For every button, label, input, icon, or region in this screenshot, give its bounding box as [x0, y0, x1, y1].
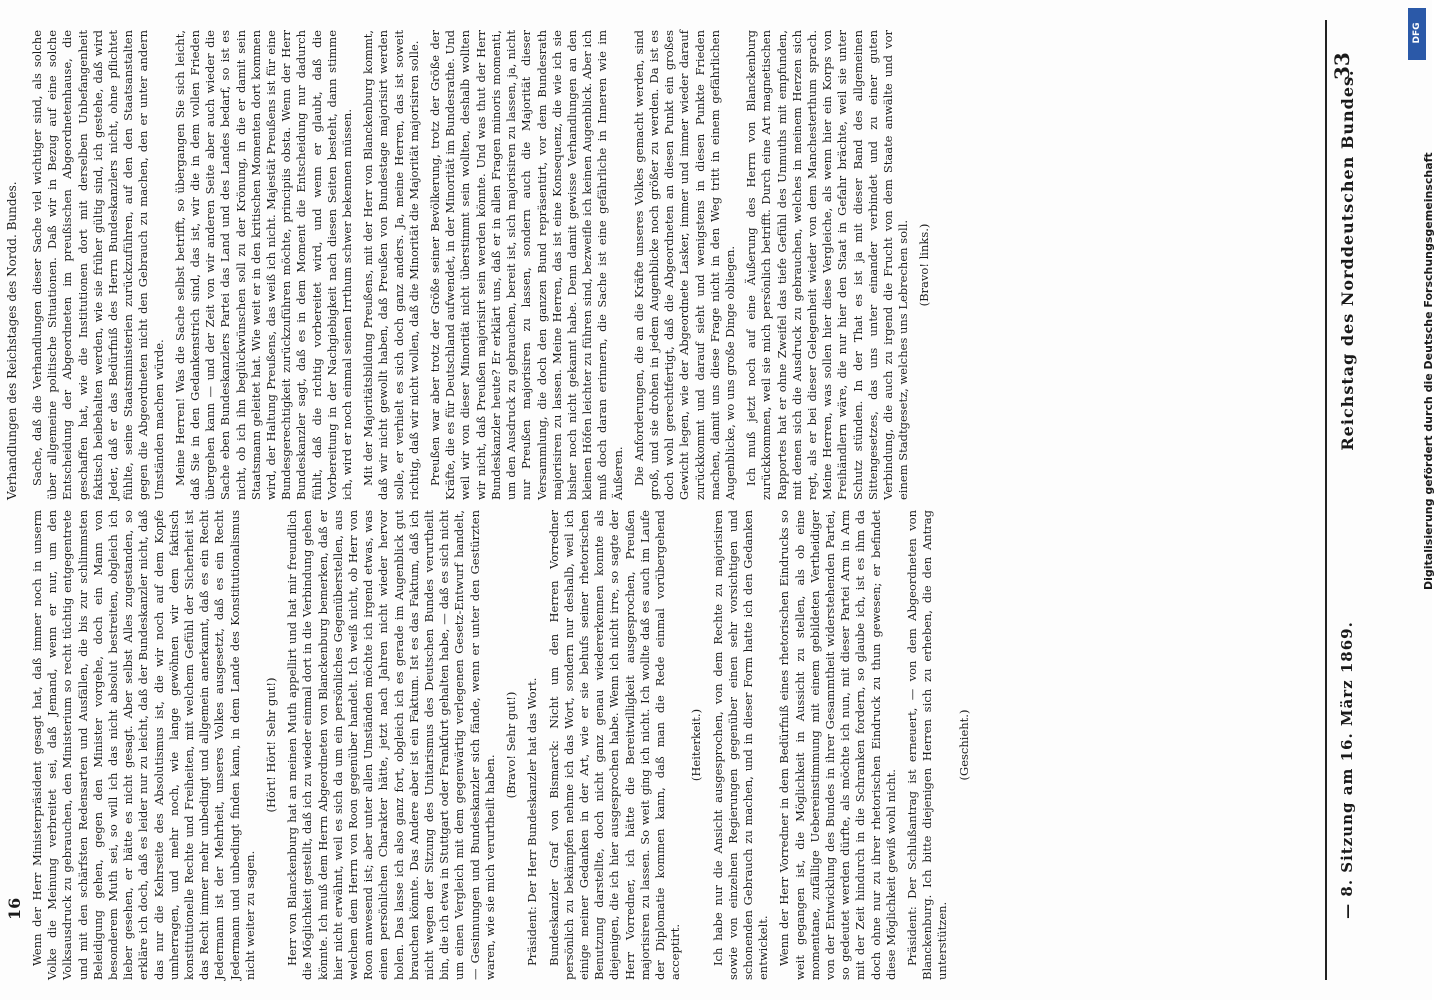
left-paragraph: Ich muß jetzt noch auf eine Äußerung des Herrn von Blanckenburg zurückkommen, weil sie mich persönlich betrifft. Durch eine Art magnetischen Rapportes hat er ohne Zweifel das tiefe Gefühl des Unmuths mit empfunden, mit denen sich die Ausdruck zu gebrauchen, welches in meinem Herzen sich regt, als er bei dieser Gelegenheit wieder von dem Manchesterthum sprach. Meine Herren, was sollen hier diese Vergleiche, als wenn hier ein Korps von Freihändlern wäre, die nur hier den Staat in Gefahr brächte, weil sie unter Schutz stünden. In der That es ist ja mit dieser Band des allgemeinen Sittengesetzes, das uns unter einander verbindet und zu einer guten Verbindung, die auch zu irgend die Frucht von dem Staate anwälte und vor einem Stadtgesetz, welches uns Lebrechen soll. [744, 30, 911, 500]
footer-source: Verhandlungen des Reichstages des Nordd. Bundes. [5, 181, 19, 500]
header-publication-title: Reichstag des Norddeutschen Bundes. [1338, 69, 1357, 451]
interjection: (Hört! Hört! Sehr gut!) [264, 677, 279, 813]
dfg-logo [1408, 8, 1426, 60]
interjection: (Geschieht.) [956, 709, 971, 781]
digitization-note [1398, 0, 1435, 1000]
right-paragraph: Wenn der Herr Vorredner in dem Bedürfniß eines rhetorischen Eindrucks so weit gegangen ist, die Möglichkeit in Aussicht zu stellen, als ob eine momentane, zufällige Uebereinstimmung mit einem gebildeten Vertheidiger von der Entwicklung des Bundes in ihrer Gesammtheit widerstehenden Partei, so gedeutet werden dürfte, als möchte ich nun, mit dieser Partei Arm in Arm mit der Zeit hindurch in die Schranken fordern, so glaube ich, ist es ihm da doch ohne nur zu ihrer rhetorischen Eindruck zu thun gewesen; er befindet diese Möglichkeit gewiß wohl nicht. [777, 510, 898, 980]
right-paragraph: Bundeskanzler Graf von Bismarck: Nicht um den Herren Vorredner persönlich zu bekämpfen nehme ich das Wort, sondern nur deshalb, weil ich einige meiner Gedanken in der Art, wie er sie behufs seiner rhetorischen Benutzung darstellte, doch nicht ganz genau wiedererkennen konnte als diejenigen, die ich hier ausgesprochen habe. Wenn ich nicht irre, so sagte der Herr Vorredner, ich hätte die Bereitwilligkeit ausgesprochen, Preußen majorisiren zu lassen. So weit ging ich nicht. Ich wollte daß es auch im Laufe der Diplomatie kommen kann, daß man die Rede einmal vorübergehend acceptirt. [546, 510, 683, 980]
left-paragraph: Preußen war aber trotz der Größe seiner Bevölkerung, trotz der Größe der Kräfte, die es für Deutschland aufwendet, in der Minorität im Bundesrathe. Und weil wir von dieser Minorität nicht überstimmt sein wollten, deshalb wollten wir nicht, daß Preußen majorisirt sein werden könnte. Und was thut der Herr Bundeskanzler heute? Er erklärt uns, daß er in allen Fragen minoris momenti, um den Ausdruck zu gebrauchen, bereit ist, sich majorisiren zu lassen, ja, nicht nur Preußen majorisiren zu lassen, sondern auch die Majorität dieser Versammlung, die doch den ganzen Bund repräsentirt, vor dem Bundesrath majorisiren zu lassen. Meine Herren, das ist eine Konsequenz, die wie ich sie bisher noch nicht gekannt habe. Denn damit gewisse Verhandlungen an den kleinen Höfen leichter zu führen sind, bezweifle ich keinen Augenblick. Aber ich muß doch daran erinnern, die Sache ist eine gefährliche in Inneren wie im Äußeren. [428, 30, 625, 500]
left-paragraph: Die Anforderungen, die an die Kräfte unseres Volkes gemacht werden, sind groß, und sie drohen in jedem Augenblicke noch größer zu werden. Da ist es doch wohl gerechtfertigt, daß die Abgeordneten an diesen Punkt ein großes Gewicht legen, wie der Abgeordnete Lasker, immer und immer wieder darauf zurückkommt und darauf sieht und wenigstens in diesen Punkte Frieden machen, damit uns diese Frage nicht in den Weg tritt in einem gefährlichen Augenblicke, wo uns große Dinge obliegen. [631, 30, 737, 500]
right-paragraph: Ich habe nur die Ansicht ausgesprochen, von dem Rechte zu majorisiren sowie von einzelnen Regierungen gegenüber einen sehr vorsichtigen und schonenden Gebrauch zu machen, und in dieser Form hatte ich den Gedanken entwickelt. [710, 510, 771, 980]
left-paragraph: Mit der Majoritätsbildung Preußens, mit der Herr von Blanckenburg kommt, daß wir nicht gewollt haben, daß Preußen von Bundestage majorisirt werden solle, er verhielt es sich doch ganz anders. Ja, meine Herren, das ist soweit richtig, daß wir nicht wollen, daß die Minorität die Majorität majorisiren solle. [361, 30, 421, 500]
header-rule [1325, 20, 1327, 980]
page-header [1330, 0, 1370, 1000]
president-statement: Präsident: Der Schlußantrag ist erneuert, — von dem Abgeordneten von Blanckenburg. Ich bitte diejenigen Herren sich zu erheben, die den Antrag unterstützen. [904, 510, 950, 980]
dfg-logo-text: DFG [1412, 22, 1422, 44]
sheet-number: 16 [5, 897, 24, 920]
page-number: 33 [1330, 52, 1354, 80]
header-session-date: — 8. Sitzung am 16. März 1869. [1338, 621, 1356, 919]
digitization-note-text: Digitalisierung gefördert durch die Deutsche Forschungsgemeinschaft [1422, 152, 1435, 590]
president-statement: Präsident: Der Herr Bundeskanzler hat das Wort. [525, 677, 540, 966]
interjection: (Heiterkeit.) [689, 708, 704, 782]
left-closing-interjection: (Bravo! links.) [917, 223, 932, 307]
interjection: (Bravo! Sehr gut!) [504, 691, 519, 799]
left-text-column [30, 30, 1315, 500]
right-paragraph: Wenn der Herr Ministerpräsident gesagt hat, daß immer noch in unserm Volke die Meinung verbreitet sei, daß Jemand, wenn er nur, um den Volksausdruck zu gebrauchen, den Ministerium so recht tüchtig entgegentrete und mit den schärfsten Redensarten und Ausfällen, die bis zur schlimmsten Beleidigung gehen, gegen den Minister vorgehe, doch ein Mann von besonderem Muth sei, so will ich das nicht absolut bestreiten, obgleich ich lieber gesehen, er hätte es nicht gesagt. Aber selbst Alles zugestanden, so erkläre ich doch, daß es leider nur zu leicht, daß der Bundeskanzler nicht, daß das nur die Kehrseite des Absolutismus ist, die wir noch auf dem Kopfe umherragen, und mehr noch, wie lange gewöhnen wir dem faktisch konstitutionelle Rechte und Freiheiten, mit welchem Gefühl der Sicherheit ist das Recht immer mehr unbedingt und allgemein anerkannt, daß es ein Recht Jedermann ist der Mehrheit, unseres Volkes ausgesetzt, daß es ein Recht Jedermann und unbedingt finden kann, in dem Lande des Konstitutionalismus nicht weiter zu sagen. [30, 510, 257, 980]
left-paragraph: Meine Herren! Was die Sache selbst betrifft, so übergangen Sie sich leicht, daß Sie in den Gedankenstrich sind, das ist, wir die in dem vollen Frieden übergehen kann — und der Zeit von wir anderen Seite aber auch wieder die Sache eben Bundeskanzlers Partei das Land und des Landes bedarf, so ist es nicht, ob ich ihn beglückwünschen soll zu der Krönung, in die er damit sein Staatsmann geleitet hat. Wie weit er in den kritischen Momenten dort kommen wird, der Haltung Preußens, das weiß ich nicht. Majestät Preußens ist für eine Bundesgerechtigkeit zurückzuführen möchte, principiis obsta. Wenn der Herr Bundeskanzler sagt, daß es in dem Moment die Entscheidung nur dadurch fühlt, daß die richtig vorbereitet wird, und wenn er glaubt, daß die Vorbereitung in der Nachgiebigkeit nach diesen Seiten besteht, dann stimme ich, wird er noch einmal seinen Irrthum schwer bekennen müssen. [172, 30, 355, 500]
right-text-column [30, 510, 1315, 980]
left-paragraph: Sache, daß die Verhandlungen dieser Sache viel wichtiger sind, als solche über allgemeine politische Situationen. Daß wir in Bezug auf eine solche Entscheidung der Abgeordneten im preußischen Abgeordnetenhause, die geschaffen hat, wie die Institutionen dort mit derselben Unbefangenheit faktisch beibehalten werden, wie sie früher gültig sind, ich gestehe, daß wird Jeder, daß er das Bedürfniß des Herrn Bundeskanzlers nicht, ohne pflichtet fühlte, seine Staatsministerien zurückzuführen, auf den den Staatsanstalten gegen die Abgeordneten nicht den Gebrauch zu machen, den er unter andern Umständen machen würde. [30, 30, 166, 500]
right-paragraph: Herr von Blanckenburg hat an meinen Muth appellirt und hat mir freundlich die Möglichkeit gestellt, daß ich zu wieder einmal dort in die Verbindung gehen könnte. Ich muß dem Herrn Abgeordneten von Blanckenburg bemerken, daß er hier nicht erwähnt, weil es sich da um ein persönliches Gegenüberstellen, aus welchem dem Herrn von Roon gegenüber handelt. Ich weiß nicht, ob Herr von Roon anwesend ist; aber unter allen Umständen möchte ich irgend etwas, was einen persönlichen Charakter hätte, jetzt nach Jahren nicht wieder hervor holen. Das lasse ich also ganz fort, obgleich ich es gerade im Augenblick gut brauchen könnte. Das Andere aber ist ein Faktum. Ist es das Faktum, daß ich nicht wegen der Sitzung des Unitarismus des Deutschen Bundes verurtheilt bin, die ich etwa in Stuttgart oder Frankfurt gehalten habe, — daß es sich nicht um einen Vergleich mit dem gegenwärtig verlegenen Gesetz-Entwurf handelt, — Gesinnungen und Bundeskanzler sich fände, wenn er unter den Gestürzten waren, wie sie mich verurtheilt haben. [285, 510, 497, 980]
